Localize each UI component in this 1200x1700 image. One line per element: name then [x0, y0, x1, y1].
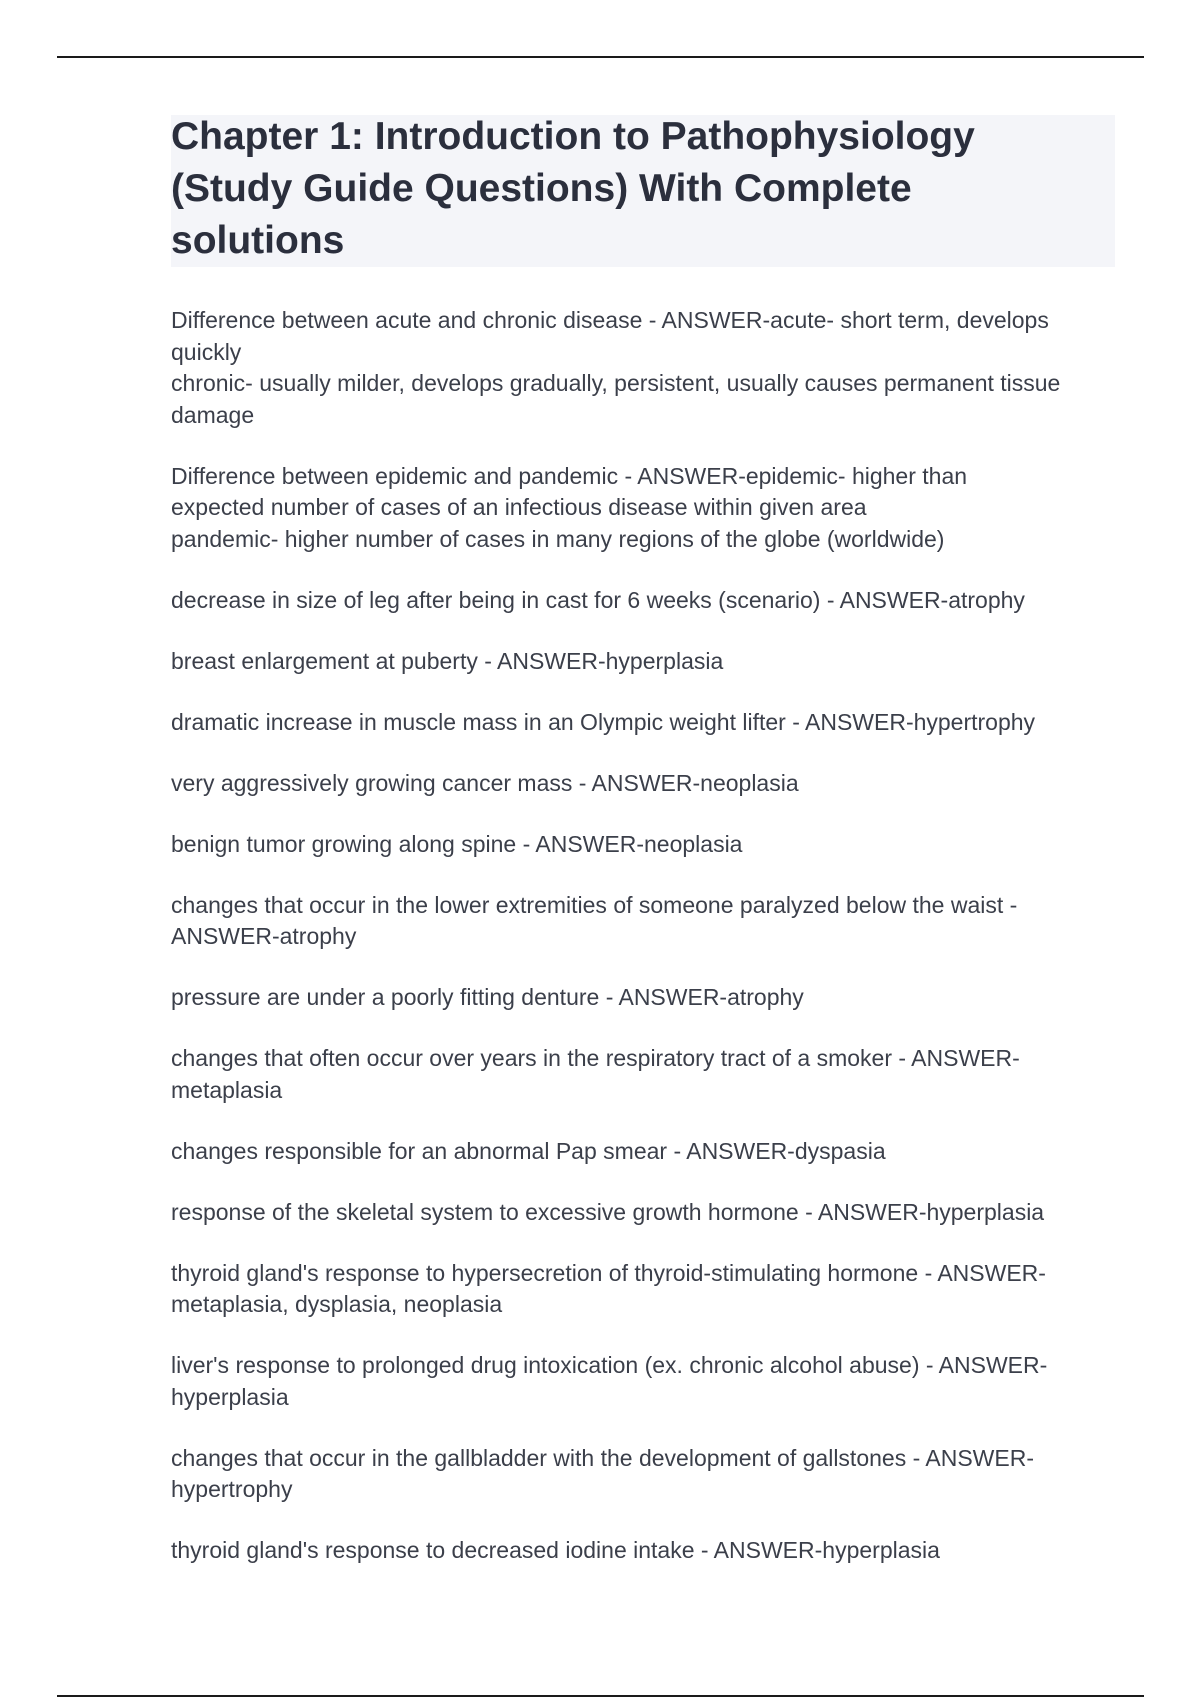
qa-item: thyroid gland's response to decreased iodine intake - ANSWER-hyperplasia [171, 1537, 940, 1563]
top-rule [57, 56, 1144, 58]
qa-item: changes that occur in the lower extremities of someone paralyzed below the waist - ANSWER-atrophy [171, 891, 1018, 949]
qa-item: dramatic increase in muscle mass in an Olympic weight lifter - ANSWER-hypertrophy [171, 708, 1036, 735]
page-title: Chapter 1: Introduction to Pathophysiology (Study Guide Questions) With Complete solutions [171, 115, 975, 262]
qa-item: response of the skeletal system to excessive growth hormone - ANSWER-hyperplasia [171, 1198, 1045, 1225]
qa-item: changes that often occur over years in the respiratory tract of a smoker - ANSWER- metaplasia [171, 1045, 1020, 1103]
qa-item: pressure are under a poorly fitting denture - ANSWER-atrophy [171, 984, 804, 1010]
qa-item: Difference between epidemic and pandemic - ANSWER-epidemic- higher than expected number of cases of an infectious disease within given area pandemic- higher number of cases in many regions of the globe (worldwide) [171, 462, 968, 552]
qa-list [171, 305, 1131, 1596]
qa-item: very aggressively growing cancer mass - ANSWER-neoplasia [171, 769, 799, 796]
qa-item: breast enlargement at puberty - ANSWER-hyperplasia [171, 647, 724, 674]
title-block [171, 115, 1115, 267]
qa-item: benign tumor growing along spine - ANSWER-neoplasia [171, 830, 743, 857]
qa-item: decrease in size of leg after being in cast for 6 weeks (scenario) - ANSWER-atrophy [171, 586, 1025, 613]
qa-item: changes responsible for an abnormal Pap smear - ANSWER-dyspasia [171, 1137, 886, 1164]
qa-item: liver's response to prolonged drug intoxication (ex. chronic alcohol abuse) - ANSWER- hyperplasia [171, 1352, 1048, 1410]
qa-item: changes that occur in the gallbladder with the development of gallstones - ANSWER- hypertrophy [171, 1444, 1034, 1502]
bottom-rule [57, 1695, 1144, 1697]
qa-item: thyroid gland's response to hypersecretion of thyroid-stimulating hormone - ANSWER- metaplasia, dysplasia, neoplasia [171, 1259, 1046, 1317]
qa-item: Difference between acute and chronic disease - ANSWER-acute- short term, develops quickly chronic- usually milder, develops gradually, persistent, usually causes permanent tissue damage [171, 307, 1061, 428]
